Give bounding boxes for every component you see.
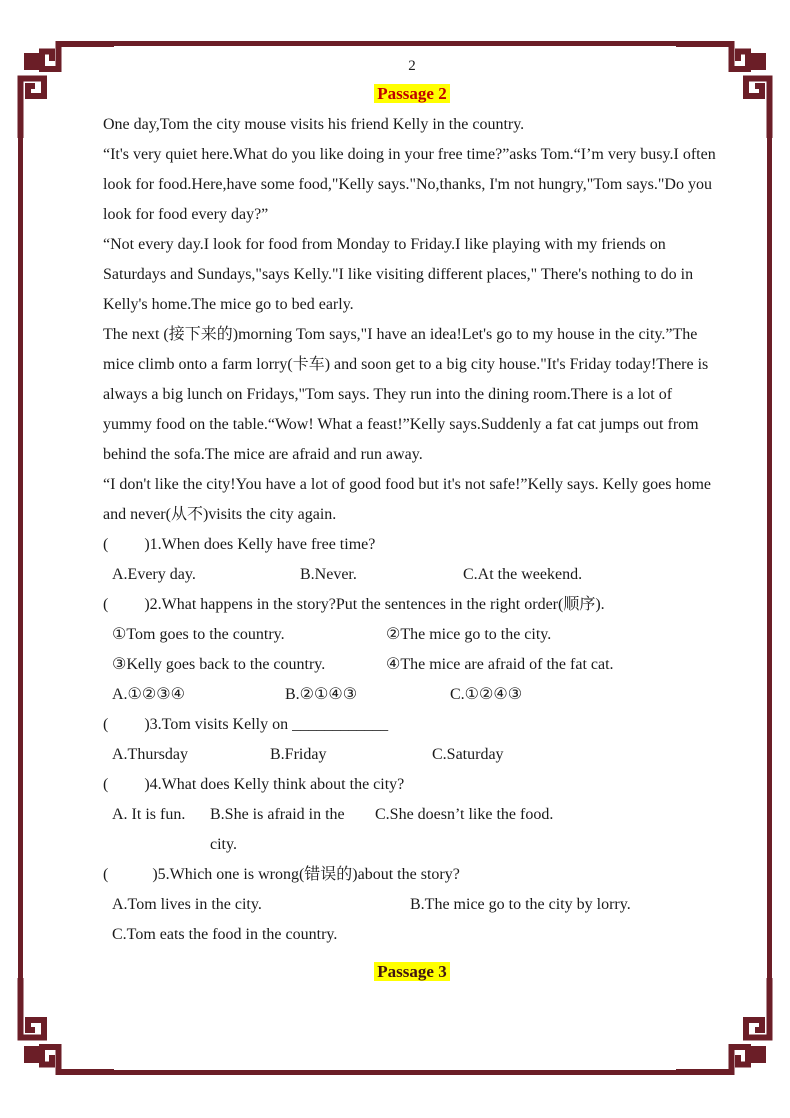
question-2-item-4: ④The mice are afraid of the fat cat. <box>386 656 614 673</box>
passage2-paragraph-1: One day,Tom the city mouse visits his friend Kelly in the country. <box>103 116 525 133</box>
passage2-paragraph-2: “It's very quiet here.What do you like doing in your free time?”asks Tom.“I’m very busy.I often look for food.Here,have some food,"Kelly says."No,thanks, I'm not hungry,"Tom says."Do you look for food every day?” <box>103 146 716 223</box>
question-3-option-b: B.Friday <box>270 746 327 763</box>
question-1-options <box>103 560 721 590</box>
greek-key-ornament-icon <box>14 978 114 1078</box>
question-4-prompt: ( )4.What does Kelly think about the city? <box>103 776 405 793</box>
page-border-left <box>18 134 23 980</box>
border-ornament-top-left <box>14 38 114 138</box>
question-2-option-a: A.①②③④ <box>112 686 185 703</box>
question-2-items-row-1 <box>103 620 721 650</box>
passage3-heading <box>103 960 721 984</box>
question-1-prompt: ( )1.When does Kelly have free time? <box>103 536 376 553</box>
question-5-option-a: A.Tom lives in the city. <box>112 896 262 913</box>
question-5-prompt: ( )5.Which one is wrong(错误的)about the story? <box>103 866 460 883</box>
question-4-option-c: C.She doesn’t like the food. <box>375 806 554 823</box>
question-2-items-row-2 <box>103 650 721 680</box>
passage3-heading-label: Passage 3 <box>374 962 449 981</box>
question-2-item-3: ③Kelly goes back to the country. <box>112 656 326 673</box>
question-2-options <box>103 680 721 710</box>
passage2-heading-label: Passage 2 <box>374 84 449 103</box>
question-2-item-2: ②The mice go to the city. <box>386 626 552 643</box>
passage2-paragraph-3: “Not every day.I look for food from Monday to Friday.I like playing with my friends on Saturdays and Sundays,"says Kelly."I like visiting different places," There's nothing to do in Kelly's home.The mice go to bed early. <box>103 236 694 313</box>
border-ornament-bottom-right <box>676 978 776 1078</box>
question-2-prompt: ( )2.What happens in the story?Put the sentences in the right order(顺序). <box>103 596 605 613</box>
question-2-item-1: ①Tom goes to the country. <box>112 626 285 643</box>
question-4-options <box>103 800 721 860</box>
page-content <box>103 44 721 984</box>
passage2-heading <box>103 82 721 106</box>
question-2-option-c: C.①②④③ <box>450 686 523 703</box>
question-1-option-b: B.Never. <box>300 566 357 583</box>
question-4-option-b: B.She is afraid in the city. <box>210 806 345 853</box>
question-5-option-b: B.The mice go to the city by lorry. <box>410 896 631 913</box>
question-3-options <box>103 740 721 770</box>
question-5-option-c: C.Tom eats the food in the country. <box>112 926 338 943</box>
question-3-prompt: ( )3.Tom visits Kelly on ____________ <box>103 716 389 733</box>
question-1-option-a: A.Every day. <box>112 566 196 583</box>
page-number: 2 <box>408 58 416 74</box>
question-2-option-b: B.②①④③ <box>285 686 358 703</box>
greek-key-ornament-icon <box>676 978 776 1078</box>
passage2-paragraph-5: “I don't like the city!You have a lot of good food but it's not safe!”Kelly says. Kelly goes home and never(从不)visits the city again. <box>103 476 712 523</box>
question-3-option-c: C.Saturday <box>432 746 504 763</box>
passage2-paragraph-4: The next (接下来的)morning Tom says,"I have an idea!Let's go to my house in the city.”The mice climb onto a farm lorry(卡车) and soon get to a big city house."It's Friday today!There is always a big lunch on Fridays,"Tom says. They run into the dining room.There is a lot of yummy food on the table.“Wow! What a feast!”Kelly says.Suddenly a fat cat jumps out from behind the sofa.The mice are afraid and run away. <box>103 326 709 463</box>
question-5-options-row-1 <box>103 890 721 920</box>
greek-key-ornament-icon <box>14 38 114 138</box>
question-4-option-a: A. It is fun. <box>112 806 186 823</box>
border-ornament-bottom-left <box>14 978 114 1078</box>
page-border-bottom <box>110 1070 680 1075</box>
question-5-options-row-2 <box>103 920 721 950</box>
question-3-option-a: A.Thursday <box>112 746 188 763</box>
question-1-option-c: C.At the weekend. <box>463 566 583 583</box>
page-border-right <box>767 134 772 980</box>
